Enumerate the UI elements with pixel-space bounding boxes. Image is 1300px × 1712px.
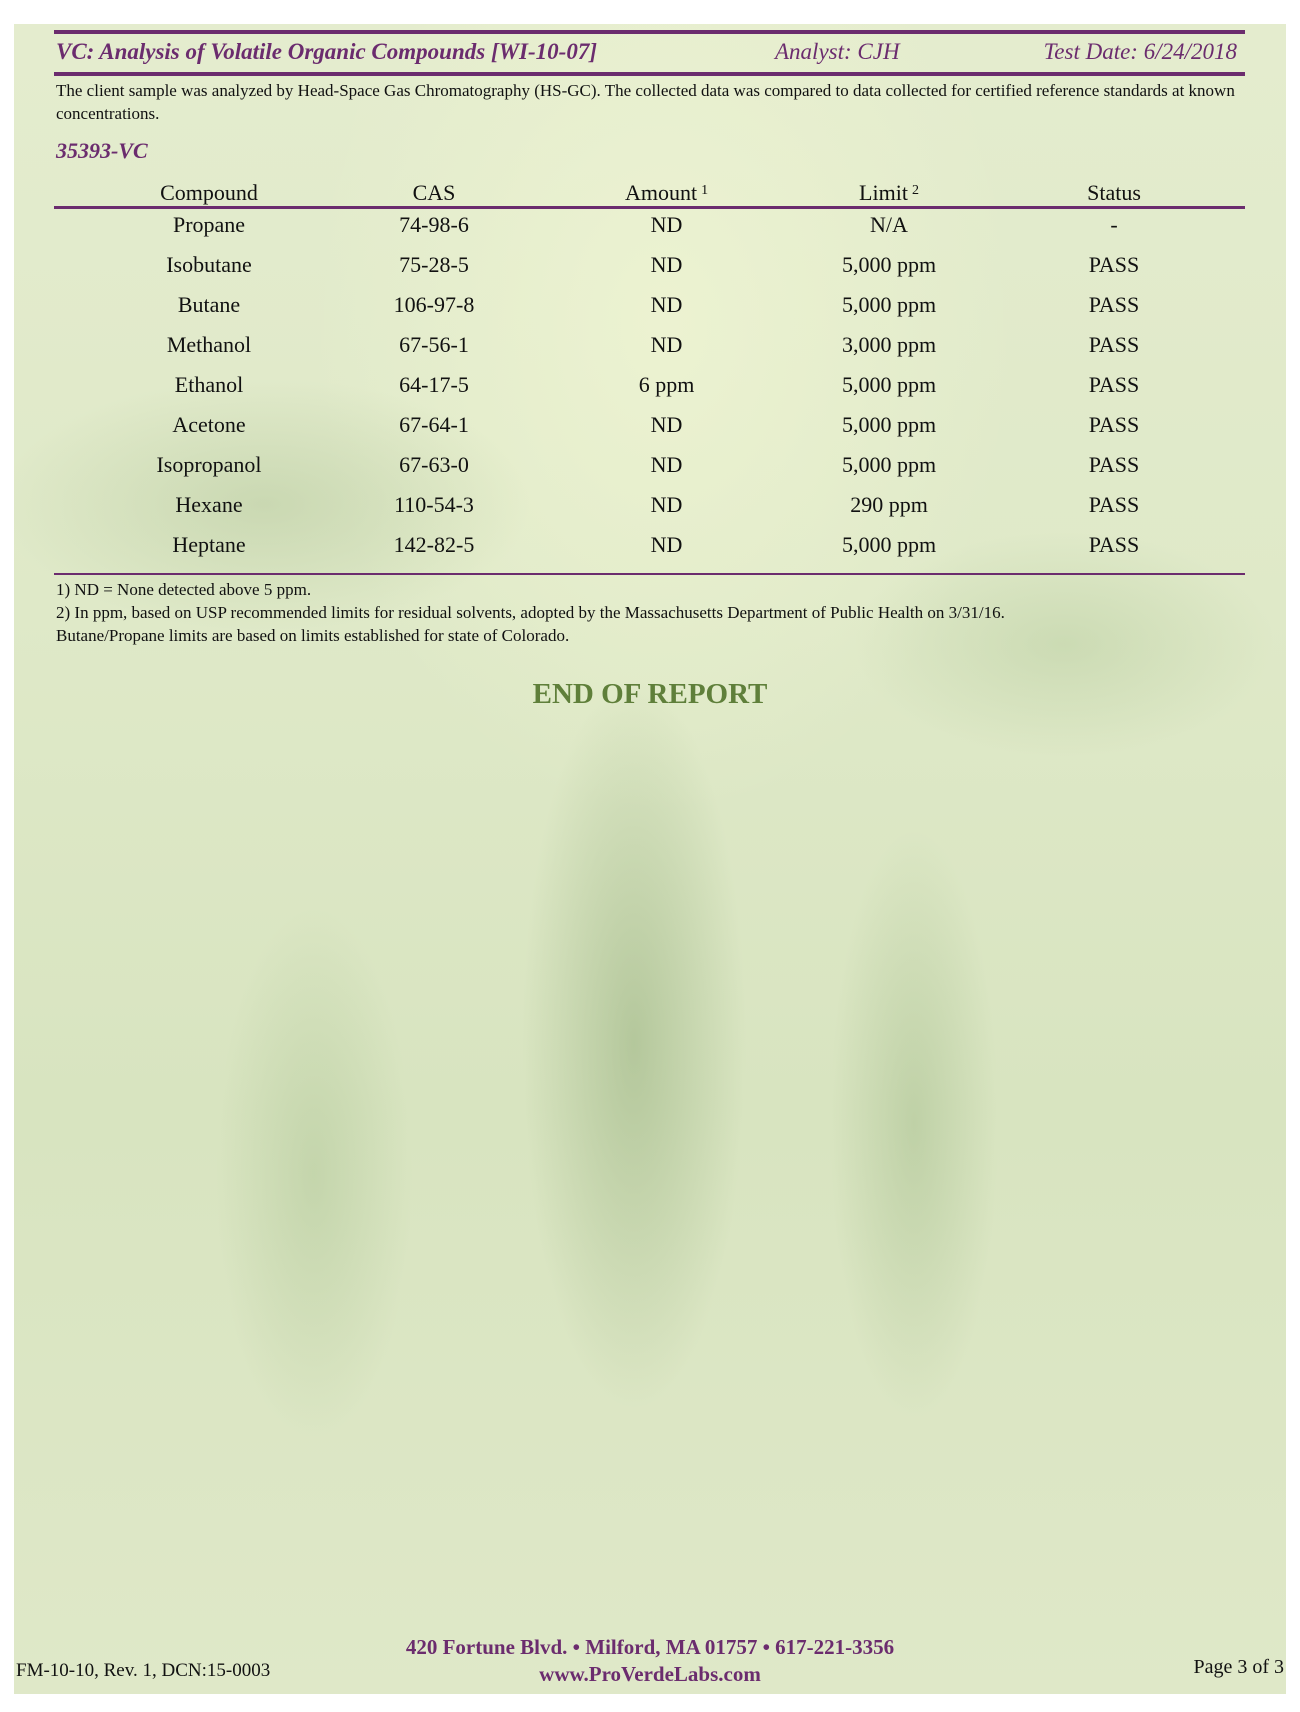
cell-compound: Hexane	[175, 492, 243, 517]
report-page	[14, 24, 1286, 1694]
cell-status: PASS	[1088, 252, 1140, 277]
cell-status: PASS	[1088, 412, 1140, 437]
sample-id: 35393-VC	[56, 138, 148, 163]
end-of-report: END OF REPORT	[532, 678, 768, 710]
footnote-1: 1) ND = None detected above 5 ppm.	[56, 580, 312, 599]
cell-amount: ND	[650, 292, 683, 317]
test-date-label: Test Date: 6/24/2018	[1043, 39, 1237, 64]
cell-status: -	[1110, 212, 1118, 237]
header-amount-label: Amount	[624, 180, 698, 205]
header-limit-label: Limit	[859, 180, 908, 205]
section-title-bar	[54, 30, 1245, 76]
footnotes	[56, 578, 1246, 647]
cell-amount: ND	[650, 252, 683, 277]
cell-limit: 5,000 ppm	[841, 292, 937, 317]
cell-limit: 5,000 ppm	[841, 452, 937, 477]
table-row	[54, 332, 1245, 372]
cell-amount: ND	[650, 452, 683, 477]
header-cas: CAS	[412, 180, 456, 205]
table-row	[54, 452, 1245, 492]
table-row	[54, 252, 1245, 292]
cell-compound: Heptane	[172, 532, 246, 557]
cell-status: PASS	[1088, 532, 1140, 557]
section-title: VC: Analysis of Volatile Organic Compounds [WI-10-07]	[56, 39, 597, 64]
cell-cas: 64-17-5	[399, 372, 469, 397]
page-number: Page 3 of 3	[1193, 1656, 1284, 1678]
table-row	[54, 292, 1245, 332]
cell-limit: 3,000 ppm	[841, 332, 937, 357]
cell-status: PASS	[1088, 372, 1140, 397]
cell-cas: 75-28-5	[399, 252, 469, 277]
analyst-label: Analyst: CJH	[775, 39, 900, 64]
cell-cas: 106-97-8	[393, 292, 475, 317]
cell-cas: 67-63-0	[399, 452, 469, 477]
cell-limit: 5,000 ppm	[841, 412, 937, 437]
cell-cas: 67-56-1	[399, 332, 469, 357]
cell-status: PASS	[1088, 452, 1140, 477]
cell-limit: 290 ppm	[850, 492, 928, 517]
cell-limit: 5,000 ppm	[841, 532, 937, 557]
cell-status: PASS	[1088, 292, 1140, 317]
cell-compound: Methanol	[166, 332, 252, 357]
header-amount	[564, 180, 769, 206]
form-id: FM-10-10, Rev. 1, DCN:15-0003	[16, 1660, 271, 1681]
cell-amount: 6 ppm	[638, 372, 695, 397]
header-limit	[784, 180, 994, 206]
cell-amount: ND	[650, 532, 683, 557]
cell-compound: Isobutane	[166, 252, 252, 277]
cell-cas: 74-98-6	[399, 212, 469, 237]
table-row	[54, 412, 1245, 452]
lab-address: 420 Fortune Blvd. • Milford, MA 01757 • 617-221-3356	[405, 1635, 895, 1659]
table-row	[54, 532, 1245, 572]
lab-contact	[14, 1634, 1286, 1688]
cell-amount: ND	[650, 412, 683, 437]
cell-amount: ND	[650, 332, 683, 357]
cell-status: PASS	[1088, 492, 1140, 517]
footnote-ref-1: 1	[701, 183, 709, 198]
footnote-ref-2: 2	[911, 183, 919, 198]
cell-amount: ND	[650, 492, 683, 517]
lab-website-link[interactable]: www.ProVerdeLabs.com	[539, 1662, 761, 1686]
cell-compound: Isopropanol	[156, 452, 262, 477]
table-row	[54, 212, 1245, 252]
cell-cas: 110-54-3	[394, 492, 474, 517]
cell-limit: N/A	[870, 212, 908, 237]
table-row	[54, 492, 1245, 532]
footnote-2-continued: Butane/Propane limits are based on limits established for state of Colorado.	[56, 626, 570, 645]
cell-limit: 5,000 ppm	[841, 252, 937, 277]
cell-cas: 142-82-5	[393, 532, 475, 557]
table-header	[54, 176, 1245, 209]
results-table	[54, 176, 1245, 575]
cell-limit: 5,000 ppm	[841, 372, 937, 397]
cell-compound: Propane	[172, 212, 246, 237]
cell-status: PASS	[1088, 332, 1140, 357]
cell-cas: 67-64-1	[399, 412, 469, 437]
footnote-2: 2) In ppm, based on USP recommended limits for residual solvents, adopted by the Massachusetts Department of Public Health on 3/31/16.	[56, 603, 1005, 622]
cell-compound: Ethanol	[174, 372, 244, 397]
header-compound: Compound	[160, 180, 258, 205]
cell-compound: Acetone	[172, 412, 246, 437]
cell-compound: Butane	[177, 292, 241, 317]
cell-amount: ND	[650, 212, 683, 237]
table-row	[54, 372, 1245, 412]
table-body	[54, 209, 1245, 575]
method-description: The client sample was analyzed by Head-Space Gas Chromatography (HS-GC). The collected data was compared to data collected for certified reference standards at known concentrations.	[56, 81, 1235, 123]
header-status: Status	[1087, 180, 1141, 205]
